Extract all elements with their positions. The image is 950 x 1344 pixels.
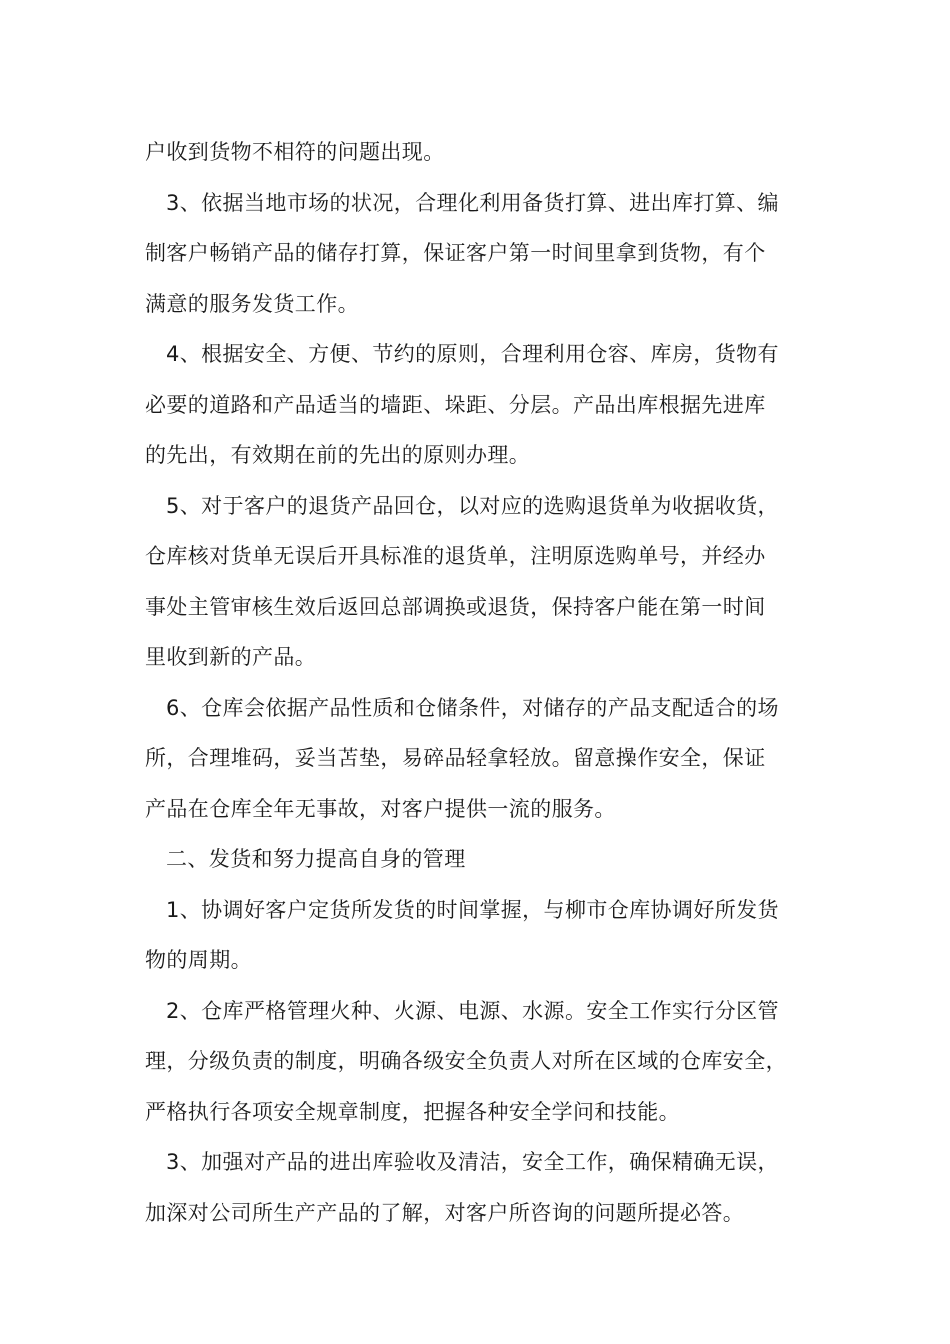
text-line: 2、仓库严格管理火种、火源、电源、水源。安全工作实行分区管 xyxy=(166,998,779,1023)
text-line: 4、根据安全、方便、节约的原则，合理利用仓容、库房，货物有 xyxy=(166,342,779,366)
text-line: 物的周期。 xyxy=(145,948,252,972)
text-line: 仓库核对货单无误后开具标准的退货单，注明原选购单号，并经办 xyxy=(145,544,766,568)
text-line: 理，分级负责的制度，明确各级安全负责人对所在区域的仓库安全， xyxy=(145,1049,787,1073)
text-line: 里收到新的产品。 xyxy=(145,645,317,669)
section-heading: 二、发货和努力提高自身的管理 xyxy=(166,847,466,871)
document-body xyxy=(145,127,830,1238)
text-line: 产品在仓库全年无事故，对客户提供一流的服务。 xyxy=(145,796,616,821)
text-line: 严格执行各项安全规章制度，把握各种安全学问和技能。 xyxy=(145,1099,680,1124)
text-line: 5、对于客户的退货产品回仓，以对应的选购退货单为收据收货， xyxy=(166,493,779,518)
text-line: 户收到货物不相符的问题出现。 xyxy=(145,140,445,164)
text-line: 的先出，有效期在前的先出的原则办理。 xyxy=(145,443,531,467)
text-line: 满意的服务发货工作。 xyxy=(145,291,359,316)
text-line: 必要的道路和产品适当的墙距、垛距、分层。产品出库根据先进库 xyxy=(145,392,766,417)
text-line: 事处主管审核生效后返回总部调换或退货，保持客户能在第一时间 xyxy=(145,594,766,619)
text-line: 1、协调好客户定货所发货的时间掌握，与柳市仓库协调好所发货 xyxy=(166,897,779,922)
text-line: 加深对公司所生产产品的了解，对客户所咨询的问题所提必答。 xyxy=(145,1200,745,1225)
text-line: 3、加强对产品的进出库验收及清洁，安全工作，确保精确无误， xyxy=(166,1150,779,1174)
text-line: 所，合理堆码，妥当苫垫，易碎品轻拿轻放。留意操作安全，保证 xyxy=(145,746,766,770)
text-line: 6、仓库会依据产品性质和仓储条件，对储存的产品支配适合的场 xyxy=(166,695,779,720)
text-line: 制客户畅销产品的储存打算，保证客户第一时间里拿到货物，有个 xyxy=(145,241,766,265)
text-line: 3、依据当地市场的状况，合理化利用备货打算、进出库打算、编 xyxy=(166,190,779,215)
